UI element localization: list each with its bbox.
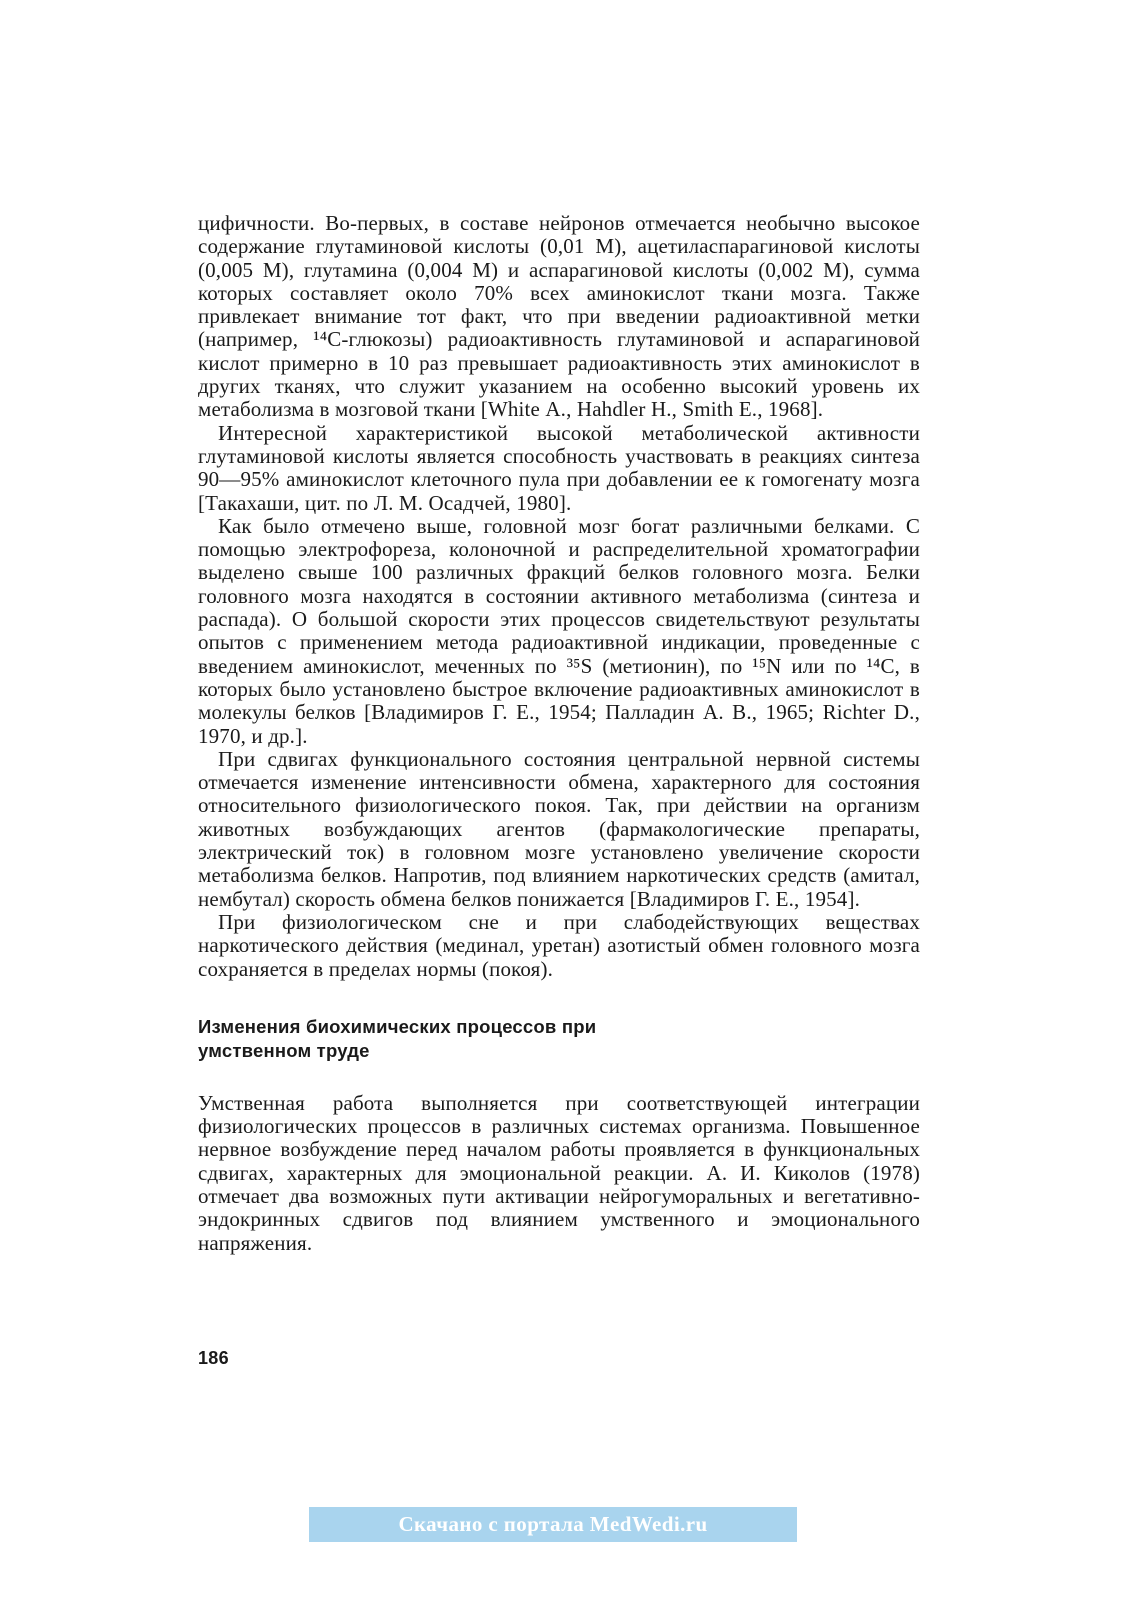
section-body-paragraph: Умственная работа выполняется при соответствующей интеграции физиологических процессов в различных системах организма. Повышенное нервное возбуждение перед началом работы проявляется в функциональных сдвигах, характерных для эмоциональной реакции. А. И. Киколов (1978) отмечает два возможных пути активации нейрогуморальных и вегетативно-эндокринных сдвигов под влиянием умственного и эмоционального напряжения. bbox=[198, 1090, 920, 1255]
paragraph-sleep: При физиологическом сне и при слабодействующих веществах наркотического действия (мединал, уретан) азотистый обмен головного мозга сохраняется в пределах нормы (покоя). bbox=[198, 909, 920, 981]
paragraph-continuation: цифичности. Во-первых, в составе нейронов отмечается необычно высокое содержание глутаминовой кислоты (0,01 М), ацетиласпарагиновой кислоты (0,005 М), глутамина (0,004 М) и аспарагиновой кислоты (0,002 М), сумма которых составляет около 70% всех аминокислот ткани мозга. Также привлекает внимание тот факт, что при введении радиоактивной метки (например, ¹⁴С-глюкозы) радиоактивность глутаминовой и аспарагиновой кислот примерно в 10 раз превышает радиоактивность этих аминокислот в других тканях, что служит указанием на особенно высокий уровень их метаболизма в мозговой ткани [White А., Hahdler H., Smith Е., 1968]. bbox=[198, 211, 920, 422]
download-watermark-banner bbox=[309, 1507, 797, 1542]
section-heading: Изменения биохимических процессов при умственном труде bbox=[198, 1015, 597, 1061]
watermark-text: Скачано с портала MedWedi.ru bbox=[398, 1512, 708, 1536]
paragraph-functional-shifts: При сдвигах функционального состояния центральной нервной системы отмечается изменение интенсивности обмена, характерного для состояния относительного физиологического покоя. Так, при действии на организм животных возбуждающих агентов (фармакологические препараты, электрический ток) в головном мозге установлено увеличение скорости метаболизма белков. Напротив, под влиянием наркотических средств (амитал, нембутал) скорость обмена белков понижается [Владимиров Г. Е., 1954]. bbox=[198, 746, 920, 911]
paragraph-brain-proteins: Как было отмечено выше, головной мозг богат различными белками. С помощью электрофореза, колоночной и распределительной хроматографии выделено свыше 100 различных фракций белков головного мозга. Белки головного мозга находятся в состоянии активного метаболизма (синтеза и распада). О большой скорости этих процессов свидетельствуют результаты опытов с применением метода радиоактивной индикации, проведенные с введением аминокислот, меченных по ³⁵S (метионин), по ¹⁵N или по ¹⁴С, в которых было установлено быстрое включение радиоактивных аминокислот в молекулы белков [Владимиров Г. Е., 1954; Палладин А. В., 1965; Richter D., 1970, и др.]. bbox=[198, 513, 920, 748]
page-content bbox=[198, 212, 920, 1255]
paragraph-glutamic-acid: Интересной характеристикой высокой метаболической активности глутаминовой кислоты является способность участвовать в реакциях синтеза 90—95% аминокислот клеточного пула при добавлении ее к гомогенату мозга [Такахаши, цит. по Л. М. Осадчей, 1980]. bbox=[198, 420, 920, 515]
page-number: 186 bbox=[198, 1348, 229, 1368]
